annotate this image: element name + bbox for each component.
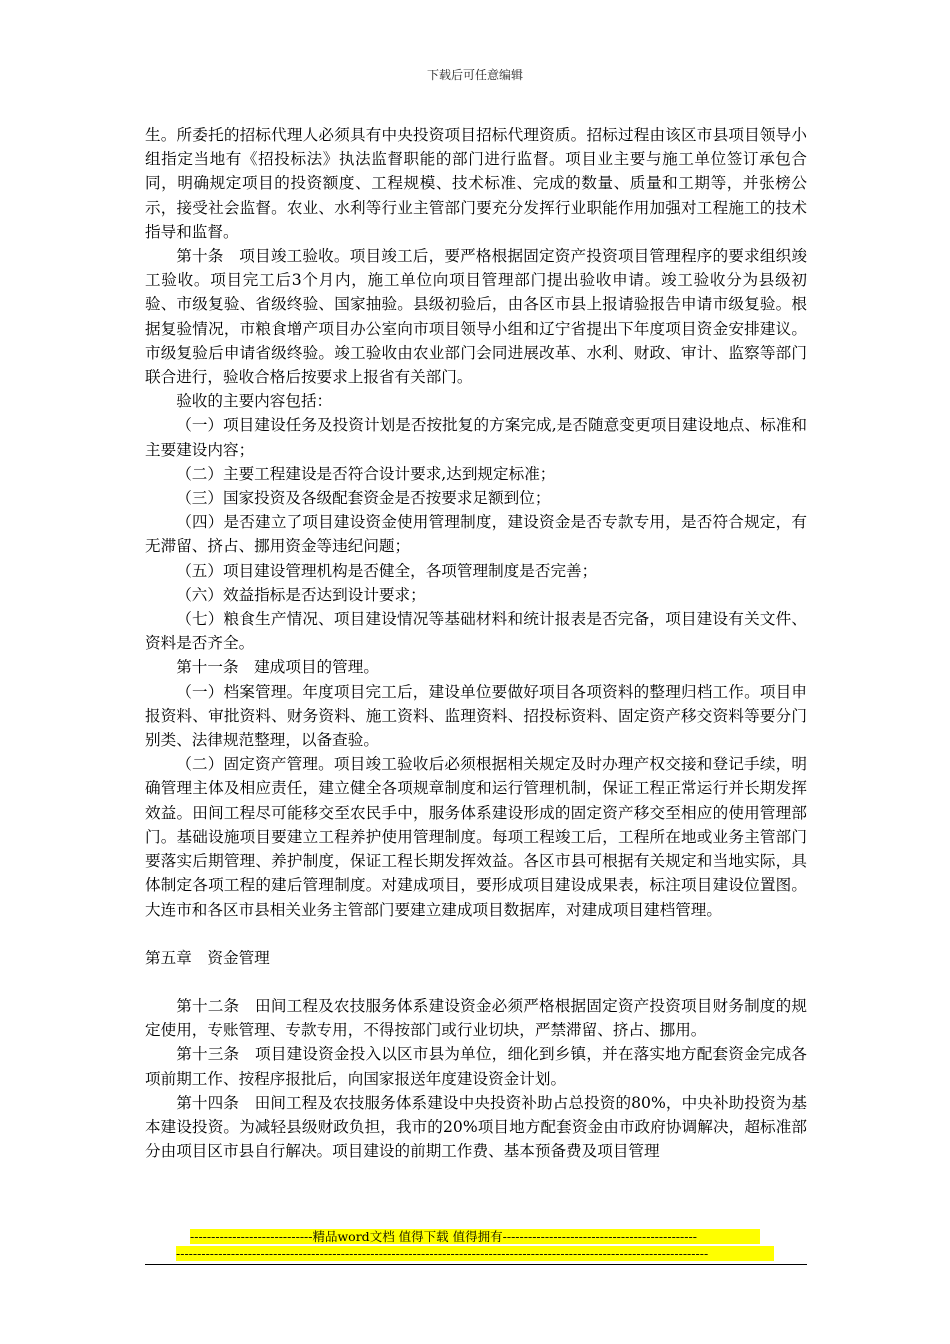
- document-body: [145, 123, 807, 1163]
- chapter-heading: 第五章 资金管理: [145, 948, 270, 967]
- footer-banner: -----------------------------精品word文档 值得下载 值得拥有----------------------------------------------: [190, 1229, 760, 1244]
- list-item: （三）国家投资及各级配套资金是否按要求足额到位；: [176, 489, 551, 508]
- fixed-asset-management: （二）固定资产管理。项目竣工验收后必须根据相关规定及时办理产权交接和登记手续，明确管理主体及相应责任，建立健全各项规章制度和运行管理机制，保证工程正常运行并长期发挥效益。田间工程尽可能移交至农民手中，服务体系建设形成的固定资产移交至相应的使用管理部门。基础设施项目要建立工程养护使用管理制度。每项工程竣工后，工程所在地或业务主管部门要落实后期管理、养护制度，保证工程长期发挥效益。各区市县可根据有关规定和当地实际，具体制定各项工程的建后管理制度。对建成项目，要形成项目建设成果表，标注项目建设位置图。大连市和各区市县相关业务主管部门要建立建成项目数据库，对建成项目建档管理。: [145, 755, 807, 919]
- article-14: 第十四条 田间工程及农技服务体系建设中央投资补助占总投资的80%，中央补助投资为基本建设投资。为减轻县级财政负担，我市的20%项目地方配套资金由市政府协调解决，超标准部分由项目区市县自行解决。项目建设的前期工作费、基本预备费及项目管理: [145, 1093, 807, 1161]
- article-12: 第十二条 田间工程及农技服务体系建设资金必须严格根据固定资产投资项目财务制度的规定使用，专账管理、专款专用，不得按部门或行业切块，严禁滞留、挤占、挪用。: [145, 996, 807, 1040]
- acceptance-intro: 验收的主要内容包括：: [176, 392, 333, 411]
- article-10: 第十条 项目竣工验收。项目竣工后，要严格根据固定资产投资项目管理程序的要求组织竣工验收。项目完工后3个月内，施工单位向项目管理部门提出验收申请。竣工验收分为县级初验、市级复验、省级终验、国家抽验。县级初验后，由各区市县上报请验报告申请市级复验。根据复验情况，市粮食增产项目办公室向市项目领导小组和辽宁省提出下年度项目资金安排建议。市级复验后申请省级终验。竣工验收由农业部门会同进展改革、水利、财政、审计、监察等部门联合进行，验收合格后按要求上报省有关部门。: [145, 247, 807, 387]
- list-item: （七）粮食生产情况、项目建设情况等基础材料和统计报表是否完备，项目建设有关文件、资料是否齐全。: [145, 610, 807, 653]
- page-header: 下载后可任意编辑: [426, 68, 523, 82]
- paragraph-continuation: 生。所委托的招标代理人必须具有中央投资项目招标代理资质。招标过程由该区市县项目领导小组指定当地有《招投标法》执法监督职能的部门进行监督。项目业主要与施工单位签订承包合同，明确规定项目的投资额度、工程规模、技术标准、完成的数量、质量和工期等，并张榜公示，接受社会监督。农业、水利等行业主管部门要充分发挥行业职能作用加强对工程施工的技术指导和监督。: [145, 126, 807, 241]
- list-item: （二）主要工程建设是否符合设计要求,达到规定标准；: [176, 464, 556, 483]
- list-item: （五）项目建设管理机构是否健全，各项管理制度是否完善；: [176, 561, 598, 580]
- article-13: 第十三条 项目建设资金投入以区市县为单位，细化到乡镇，并在落实地方配套资金完成各项前期工作、按程序报批后，向国家报送年度建设资金计划。: [145, 1045, 807, 1088]
- list-item: （四）是否建立了项目建设资金使用管理制度，建设资金是否专款专用，是否符合规定，有无滞留、挤占、挪用资金等违纪问题；: [145, 513, 807, 556]
- article-11: 第十一条 建成项目的管理。: [176, 658, 379, 677]
- footer-dash-line: ------------------------------------------------------------------------------------------------------------------------------: [176, 1246, 774, 1261]
- list-item: （一）项目建设任务及投资计划是否按批复的方案完成,是否随意变更项目建设地点、标准和主要建设内容；: [145, 416, 807, 459]
- footer-rule: [145, 1264, 807, 1265]
- list-item: （六）效益指标是否达到设计要求；: [176, 585, 426, 604]
- archive-management: （一）档案管理。年度项目完工后，建设单位要做好项目各项资料的整理归档工作。项目申报资料、审批资料、财务资料、施工资料、监理资料、招投标资料、固定资产移交资料等要分门别类、法律规范整理，以备查验。: [145, 682, 807, 750]
